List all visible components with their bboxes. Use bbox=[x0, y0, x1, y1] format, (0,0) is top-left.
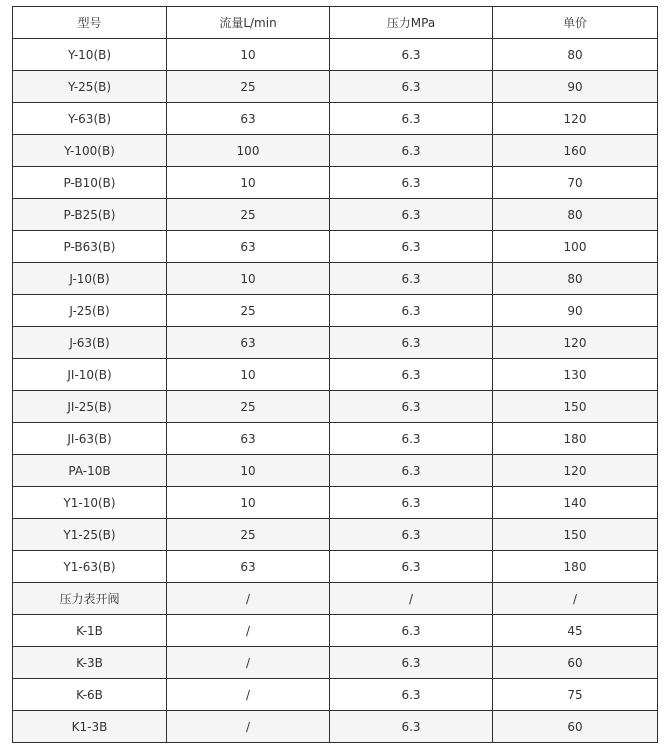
cell-price: 60 bbox=[493, 711, 658, 743]
cell-pressure: 6.3 bbox=[330, 615, 493, 647]
cell-price: 70 bbox=[493, 167, 658, 199]
cell-pressure: 6.3 bbox=[330, 487, 493, 519]
cell-model: Y-100(B) bbox=[13, 135, 167, 167]
cell-model: K-1B bbox=[13, 615, 167, 647]
cell-price: 90 bbox=[493, 295, 658, 327]
table-row bbox=[13, 583, 658, 615]
cell-model: Y1-25(B) bbox=[13, 519, 167, 551]
cell-pressure: 6.3 bbox=[330, 71, 493, 103]
cell-flow: 63 bbox=[167, 423, 330, 455]
cell-flow: 10 bbox=[167, 487, 330, 519]
cell-model: JI-10(B) bbox=[13, 359, 167, 391]
cell-model: J-10(B) bbox=[13, 263, 167, 295]
table-row bbox=[13, 199, 658, 231]
cell-price: 160 bbox=[493, 135, 658, 167]
cell-flow: 25 bbox=[167, 519, 330, 551]
cell-price: / bbox=[493, 583, 658, 615]
table-row bbox=[13, 71, 658, 103]
cell-pressure: 6.3 bbox=[330, 519, 493, 551]
cell-price: 90 bbox=[493, 71, 658, 103]
table-row bbox=[13, 551, 658, 583]
cell-pressure: 6.3 bbox=[330, 551, 493, 583]
table-row bbox=[13, 711, 658, 743]
cell-flow: 63 bbox=[167, 103, 330, 135]
cell-flow: / bbox=[167, 615, 330, 647]
cell-pressure: 6.3 bbox=[330, 359, 493, 391]
cell-price: 140 bbox=[493, 487, 658, 519]
cell-price: 120 bbox=[493, 327, 658, 359]
cell-pressure: 6.3 bbox=[330, 711, 493, 743]
table-row bbox=[13, 519, 658, 551]
cell-model: K-3B bbox=[13, 647, 167, 679]
cell-flow: 10 bbox=[167, 39, 330, 71]
cell-model: K1-3B bbox=[13, 711, 167, 743]
cell-pressure: 6.3 bbox=[330, 103, 493, 135]
cell-pressure: 6.3 bbox=[330, 167, 493, 199]
table-row bbox=[13, 487, 658, 519]
cell-model: 压力表开阀 bbox=[13, 583, 167, 615]
cell-price: 150 bbox=[493, 519, 658, 551]
cell-pressure: 6.3 bbox=[330, 263, 493, 295]
header-row bbox=[13, 7, 658, 39]
cell-pressure: 6.3 bbox=[330, 423, 493, 455]
cell-pressure: 6.3 bbox=[330, 295, 493, 327]
cell-model: J-25(B) bbox=[13, 295, 167, 327]
table-row bbox=[13, 615, 658, 647]
cell-pressure: 6.3 bbox=[330, 199, 493, 231]
cell-flow: / bbox=[167, 583, 330, 615]
header-pressure: 压力MPa bbox=[330, 7, 493, 39]
cell-price: 100 bbox=[493, 231, 658, 263]
table-row bbox=[13, 295, 658, 327]
cell-pressure: 6.3 bbox=[330, 391, 493, 423]
cell-price: 80 bbox=[493, 263, 658, 295]
cell-model: JI-25(B) bbox=[13, 391, 167, 423]
cell-model: P-B25(B) bbox=[13, 199, 167, 231]
cell-price: 60 bbox=[493, 647, 658, 679]
cell-flow: 63 bbox=[167, 231, 330, 263]
cell-pressure: / bbox=[330, 583, 493, 615]
price-table bbox=[12, 6, 658, 743]
cell-flow: 25 bbox=[167, 199, 330, 231]
cell-model: K-6B bbox=[13, 679, 167, 711]
cell-flow: 10 bbox=[167, 167, 330, 199]
header-price: 单价 bbox=[493, 7, 658, 39]
cell-flow: / bbox=[167, 679, 330, 711]
cell-model: Y1-63(B) bbox=[13, 551, 167, 583]
table-row bbox=[13, 423, 658, 455]
cell-model: Y-10(B) bbox=[13, 39, 167, 71]
cell-model: Y-25(B) bbox=[13, 71, 167, 103]
table-row bbox=[13, 103, 658, 135]
cell-flow: 25 bbox=[167, 71, 330, 103]
cell-flow: 10 bbox=[167, 455, 330, 487]
table-row bbox=[13, 647, 658, 679]
table-row bbox=[13, 679, 658, 711]
cell-pressure: 6.3 bbox=[330, 679, 493, 711]
cell-price: 75 bbox=[493, 679, 658, 711]
table-row bbox=[13, 263, 658, 295]
cell-flow: 25 bbox=[167, 391, 330, 423]
cell-price: 80 bbox=[493, 39, 658, 71]
cell-price: 130 bbox=[493, 359, 658, 391]
cell-price: 120 bbox=[493, 455, 658, 487]
cell-flow: 10 bbox=[167, 359, 330, 391]
cell-pressure: 6.3 bbox=[330, 455, 493, 487]
cell-price: 180 bbox=[493, 423, 658, 455]
cell-model: J-63(B) bbox=[13, 327, 167, 359]
cell-model: P-B10(B) bbox=[13, 167, 167, 199]
header-model: 型号 bbox=[13, 7, 167, 39]
cell-flow: 63 bbox=[167, 327, 330, 359]
cell-price: 120 bbox=[493, 103, 658, 135]
cell-flow: 25 bbox=[167, 295, 330, 327]
table-row bbox=[13, 327, 658, 359]
table-body bbox=[13, 39, 658, 743]
cell-model: PA-10B bbox=[13, 455, 167, 487]
cell-price: 80 bbox=[493, 199, 658, 231]
table-row bbox=[13, 39, 658, 71]
table-row bbox=[13, 167, 658, 199]
cell-price: 45 bbox=[493, 615, 658, 647]
cell-price: 150 bbox=[493, 391, 658, 423]
cell-flow: / bbox=[167, 647, 330, 679]
cell-model: P-B63(B) bbox=[13, 231, 167, 263]
cell-flow: 10 bbox=[167, 263, 330, 295]
cell-pressure: 6.3 bbox=[330, 135, 493, 167]
header-flow: 流量L/min bbox=[167, 7, 330, 39]
table-row bbox=[13, 135, 658, 167]
table-row bbox=[13, 231, 658, 263]
table-row bbox=[13, 391, 658, 423]
table-row bbox=[13, 359, 658, 391]
cell-flow: 100 bbox=[167, 135, 330, 167]
cell-model: Y1-10(B) bbox=[13, 487, 167, 519]
cell-pressure: 6.3 bbox=[330, 39, 493, 71]
cell-flow: 63 bbox=[167, 551, 330, 583]
cell-price: 180 bbox=[493, 551, 658, 583]
cell-model: JI-63(B) bbox=[13, 423, 167, 455]
cell-pressure: 6.3 bbox=[330, 647, 493, 679]
cell-pressure: 6.3 bbox=[330, 231, 493, 263]
cell-pressure: 6.3 bbox=[330, 327, 493, 359]
table-row bbox=[13, 455, 658, 487]
cell-flow: / bbox=[167, 711, 330, 743]
cell-model: Y-63(B) bbox=[13, 103, 167, 135]
